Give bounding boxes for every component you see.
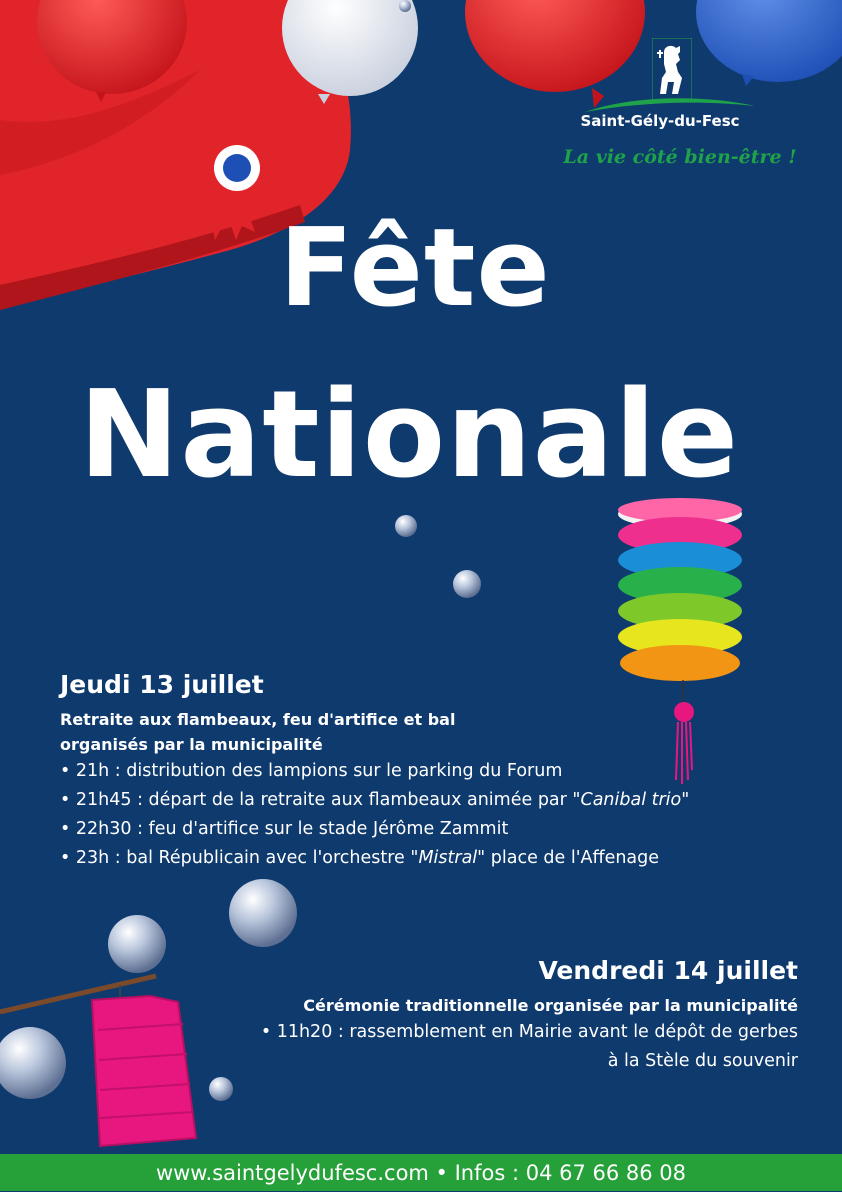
thursday-section (60, 670, 820, 873)
bubble (229, 879, 297, 947)
item-text: • 21h : distribution des lampions sur le parking du Forum (60, 761, 563, 781)
bubble (453, 570, 481, 598)
friday-subtitle: Cérémonie traditionnelle organisée par la municipalité (303, 996, 798, 1015)
item-emphasis: Canibal trio (580, 790, 682, 810)
item-text: • 23h : bal Républicain avec l'orchestre (60, 848, 411, 868)
footer-bar (0, 1154, 842, 1191)
town-crest-icon (652, 38, 692, 102)
bubble (395, 515, 417, 537)
friday-heading: Vendredi 14 juillet (538, 956, 798, 985)
footer-text: www.saintgelydufesc.com • Infos : 04 67 66 86 08 (155, 1161, 687, 1185)
town-logo (560, 36, 800, 176)
bubble (0, 1027, 66, 1099)
thursday-item (60, 844, 820, 873)
title-line-1: Fête (279, 206, 551, 331)
bubble (399, 0, 411, 12)
thursday-subtitle-1: Retraite aux flambeaux, feu d'artifice et bal (60, 710, 456, 729)
item-text: • 21h45 : départ de la retraite aux flambeaux animée par " (60, 790, 581, 810)
thursday-heading: Jeudi 13 juillet (60, 670, 264, 699)
item-text-end: place de l'Affenage (485, 848, 660, 868)
bubble (209, 1077, 233, 1101)
thursday-subtitle-2: organisés par la municipalité (60, 735, 323, 754)
item-emphasis: "Mistral" (410, 848, 486, 868)
friday-section (158, 956, 798, 1076)
thursday-item (60, 786, 820, 815)
friday-item-line-2: à la Stèle du souvenir (607, 1051, 798, 1071)
town-name: Saint-Gély-du-Fesc (580, 112, 740, 130)
thursday-item (60, 815, 820, 844)
town-slogan: La vie côté bien-être ! (563, 146, 797, 168)
item-text-end: " (681, 790, 690, 810)
thursday-item (60, 757, 820, 786)
friday-item-line-1: • 11h20 : rassemblement en Mairie avant le dépôt de gerbes (260, 1022, 798, 1042)
item-text: • 22h30 : feu d'artifice sur le stade Jérôme Zammit (60, 819, 509, 839)
title-line-2: Nationale (78, 366, 740, 505)
